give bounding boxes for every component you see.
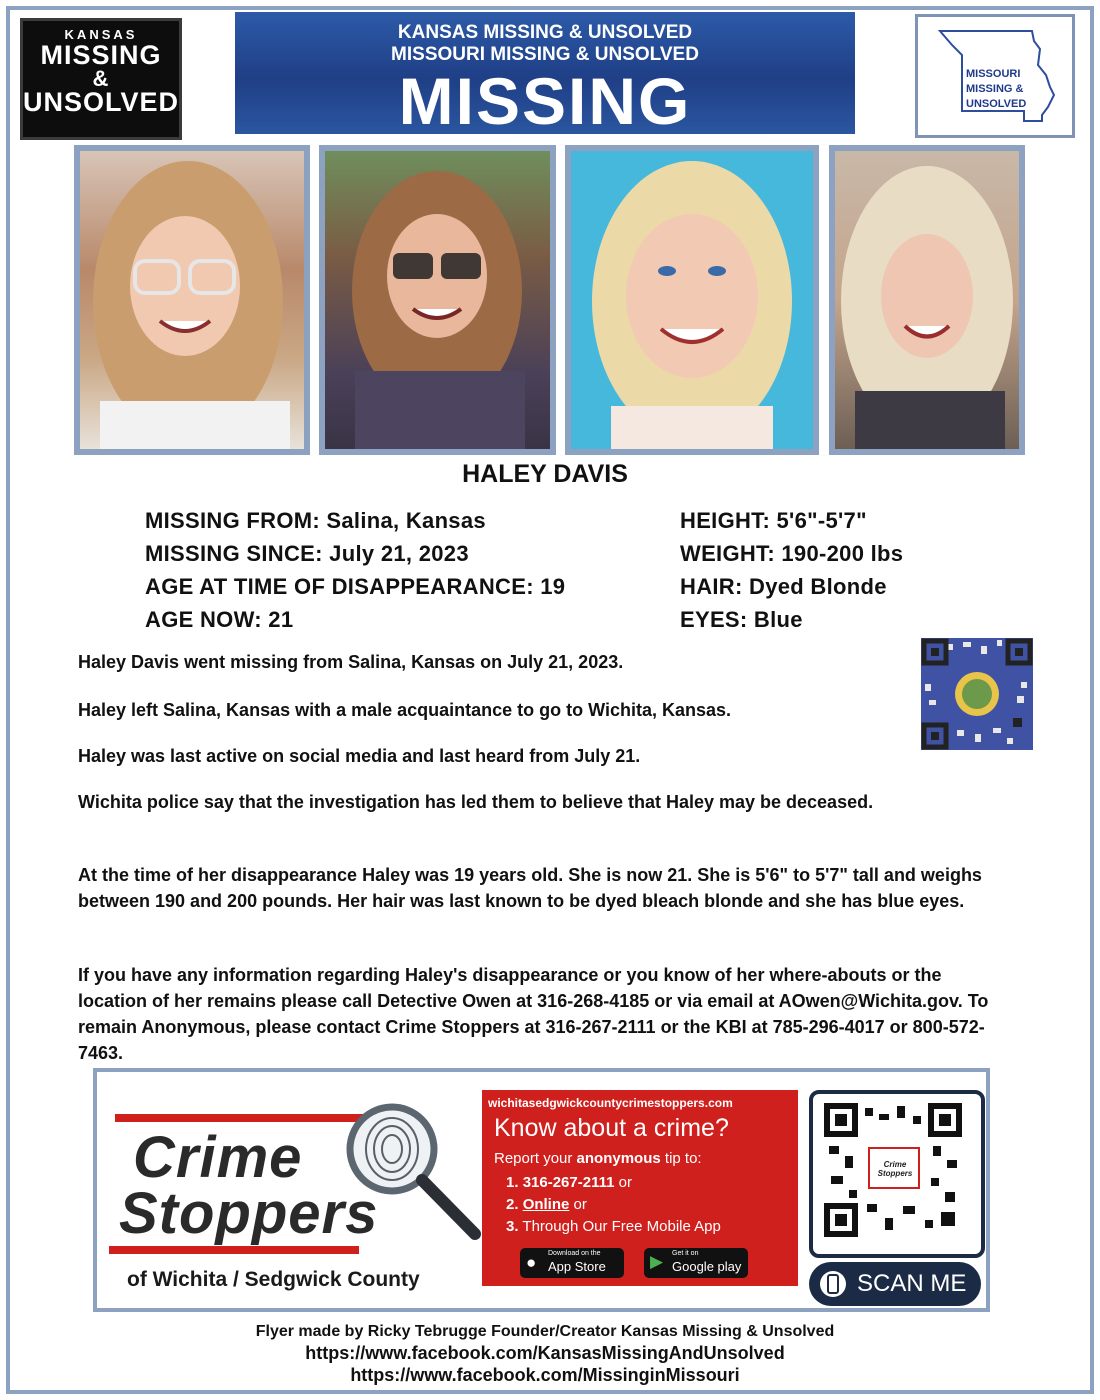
paragraph-contact: If you have any information regarding Haley's disappearance or you know of her where-abouts or the location of her remains please call Detective Owen at 316-268-4185 or via email at AOwen@Wichita.gov. To remain Anonymous, please contact Crime Stoppers at 316-267-2111 or the KBI at 785-296-4017 or 800-572-7463. (78, 965, 989, 1063)
ks-logo-state: KANSAS (64, 27, 138, 42)
crime-stoppers-ad (93, 1068, 990, 1312)
missouri-missing-unsolved-logo (915, 14, 1075, 138)
photo-2-portrait (325, 151, 550, 449)
fact-weight: WEIGHT: 190-200 lbs (680, 541, 904, 566)
paragraph-left-salina: Haley left Salina, Kansas with a male acquaintance to go to Wichita, Kansas. (78, 700, 732, 720)
cs-option-phone[interactable]: 1. 316-267-2111 or (506, 1174, 632, 1191)
kansas-missing-unsolved-logo (20, 18, 182, 140)
cs-option-app: 3. Through Our Free Mobile App (506, 1218, 721, 1235)
qr-badge-text: Crime Stoppers (877, 1160, 913, 1178)
apple-icon: ● (526, 1253, 537, 1272)
fact-height: HEIGHT: 5'6"-5'7" (680, 508, 867, 533)
facebook-link-kansas[interactable]: https://www.facebook.com/KansasMissingAndUnsolved (305, 1343, 785, 1363)
flyer-credit: Flyer made by Ricky Tebrugge Founder/Creator Kansas Missing & Unsolved (255, 1323, 835, 1340)
app-store-badge[interactable]: ● Download on the App Store (520, 1248, 624, 1278)
fact-hair: HAIR: Dyed Blonde (680, 574, 887, 599)
mo-logo-text: MISSOURI MISSING & UNSOLVED (966, 68, 1027, 110)
cs-red-panel (482, 1090, 798, 1286)
fact-age-now: AGE NOW: 21 (145, 607, 294, 632)
cs-report-line: Report your anonymous tip to: (494, 1150, 702, 1167)
paragraph-description: At the time of her disappearance Haley was 19 years old. She is now 21. She is 5'6" to 5'7" tall and weighs between 190 and 200 pounds. Her hair was last known to be dyed bleach blonde and she has blue eyes. (78, 865, 982, 911)
crime-stoppers-qr-code[interactable] (809, 1090, 985, 1258)
cs-website[interactable]: wichitasedgwickcountycrimestoppers.com (488, 1096, 733, 1110)
phone-icon (819, 1270, 847, 1298)
cs-logo-stripe-bottom (109, 1246, 359, 1254)
facebook-link-missouri[interactable]: https://www.facebook.com/MissinginMissouri (350, 1365, 740, 1385)
paragraph-police: Wichita police say that the investigation has led them to believe that Haley may be deceased. (78, 792, 874, 812)
scan-me-button[interactable] (809, 1262, 981, 1306)
cs-logo-crime: Crime (133, 1125, 303, 1190)
cs-logo-stoppers: Stoppers (119, 1181, 379, 1246)
paragraph-last-active: Haley was last active on social media and last heard from July 21. (78, 746, 641, 766)
cs-option-online[interactable]: 2. Online or (506, 1196, 587, 1213)
ks-logo-missing: MISSING (40, 40, 162, 70)
banner-line-kansas: KANSAS MISSING & UNSOLVED (397, 22, 693, 43)
cs-region: of Wichita / Sedgwick County (127, 1268, 420, 1291)
banner-line-missouri: MISSOURI MISSING & UNSOLVED (391, 44, 699, 65)
photo-4 (829, 145, 1025, 455)
photo-3-portrait (571, 151, 813, 449)
cs-headline: Know about a crime? (494, 1114, 729, 1142)
person-name: HALEY DAVIS (462, 460, 628, 488)
photo-4-portrait (835, 151, 1019, 449)
ks-logo-unsolved: UNSOLVED (23, 87, 180, 117)
fact-age-at-disappearance: AGE AT TIME OF DISAPPEARANCE: 19 (145, 574, 566, 599)
google-play-badge[interactable]: ▶ Get it on Google play (644, 1248, 748, 1278)
missing-banner (235, 12, 855, 138)
photo-1 (74, 145, 310, 455)
fact-missing-since: MISSING SINCE: July 21, 2023 (145, 541, 469, 566)
scan-me-label: SCAN ME (857, 1270, 967, 1297)
ks-logo-amp: & (92, 66, 110, 91)
paragraph-missing-date: Haley Davis went missing from Salina, Kansas on July 21, 2023. (78, 652, 624, 672)
banner-headline: MISSING (398, 64, 692, 138)
play-icon: ▶ (650, 1252, 664, 1271)
fact-eyes: EYES: Blue (680, 607, 803, 632)
photo-3 (565, 145, 819, 455)
photo-1-portrait (80, 151, 304, 449)
photo-2 (319, 145, 556, 455)
magnifying-glass-fingerprint-icon (337, 1094, 487, 1244)
fact-missing-from: MISSING FROM: Salina, Kansas (145, 508, 486, 533)
